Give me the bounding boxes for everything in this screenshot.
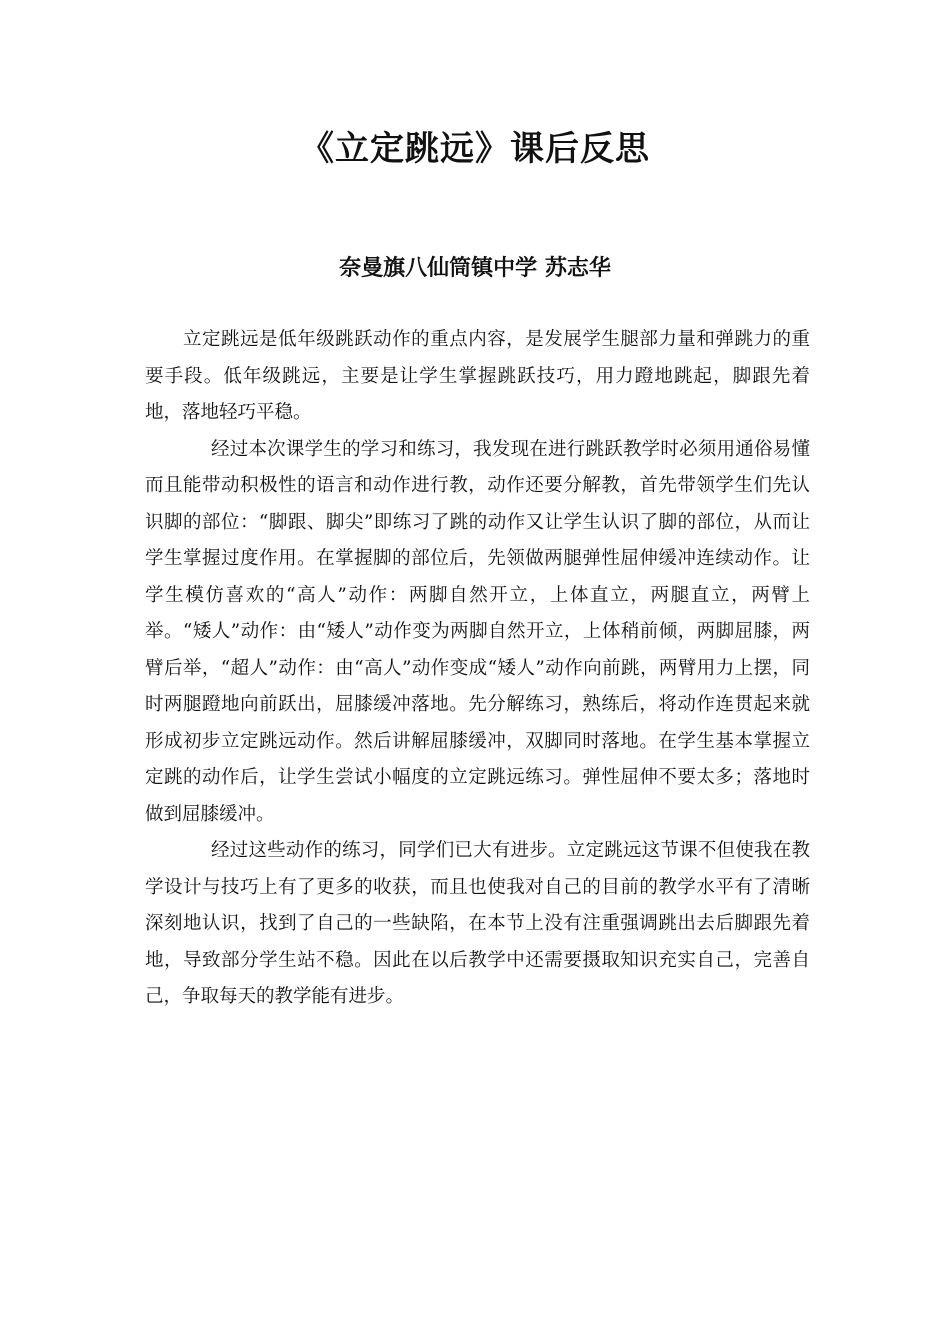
document-body bbox=[145, 322, 810, 1016]
paragraph-2: 经过本次课学生的学习和练习，我发现在进行跳跃教学时必须用通俗易懂而且能带动积极性的语言和动作进行教，动作还要分解教，首先带领学生们先认识脚的部位：“脚跟、脚尖”即练习了跳的动作又让学生认识了脚的部位，从而让学生掌握过度作用。在掌握脚的部位后，先领做两腿弹性屈伸缓冲连续动作。让学生模仿喜欢的“高人”动作：两脚自然开立，上体直立，两腿直立，两臂上举。“矮人”动作：由“矮人”动作变为两脚自然开立，上体稍前倾，两脚屈膝，两臂后举，“超人”动作：由“高人”动作变成“矮人”动作向前跳，两臂用力上摆，同时两腿蹬地向前跃出，屈膝缓冲落地。先分解练习，熟练后，将动作连贯起来就形成初步立定跳远动作。然后讲解屈膝缓冲，双脚同时落地。在学生基本掌握立定跳的动作后，让学生尝试小幅度的立定跳远练习。弹性屈伸不要太多；落地时做到屈膝缓冲。 bbox=[145, 438, 810, 825]
paragraph-3: 经过这些动作的练习，同学们已大有进步。立定跳远这节课不但使我在教学设计与技巧上有了更多的收获，而且也使我对自己的目前的教学水平有了清晰深刻地认识，找到了自己的一些缺陷，在本节上没有注重强调跳出去后脚跟先着地，导致部分学生站不稳。因此在以后教学中还需要摄取知识充实自己，完善自己，争取每天的教学能有进步。 bbox=[145, 840, 810, 1007]
document-author: 奈曼旗八仙筒镇中学 苏志华 bbox=[339, 256, 611, 281]
paragraph-1: 立定跳远是低年级跳跃动作的重点内容，是发展学生腿部力量和弹跳力的重要手段。低年级跳远，主要是让学生掌握跳跃技巧，用力蹬地跳起，脚跟先着地，落地轻巧平稳。 bbox=[145, 329, 810, 423]
document-title: 《立定跳远》课后反思 bbox=[300, 129, 650, 169]
